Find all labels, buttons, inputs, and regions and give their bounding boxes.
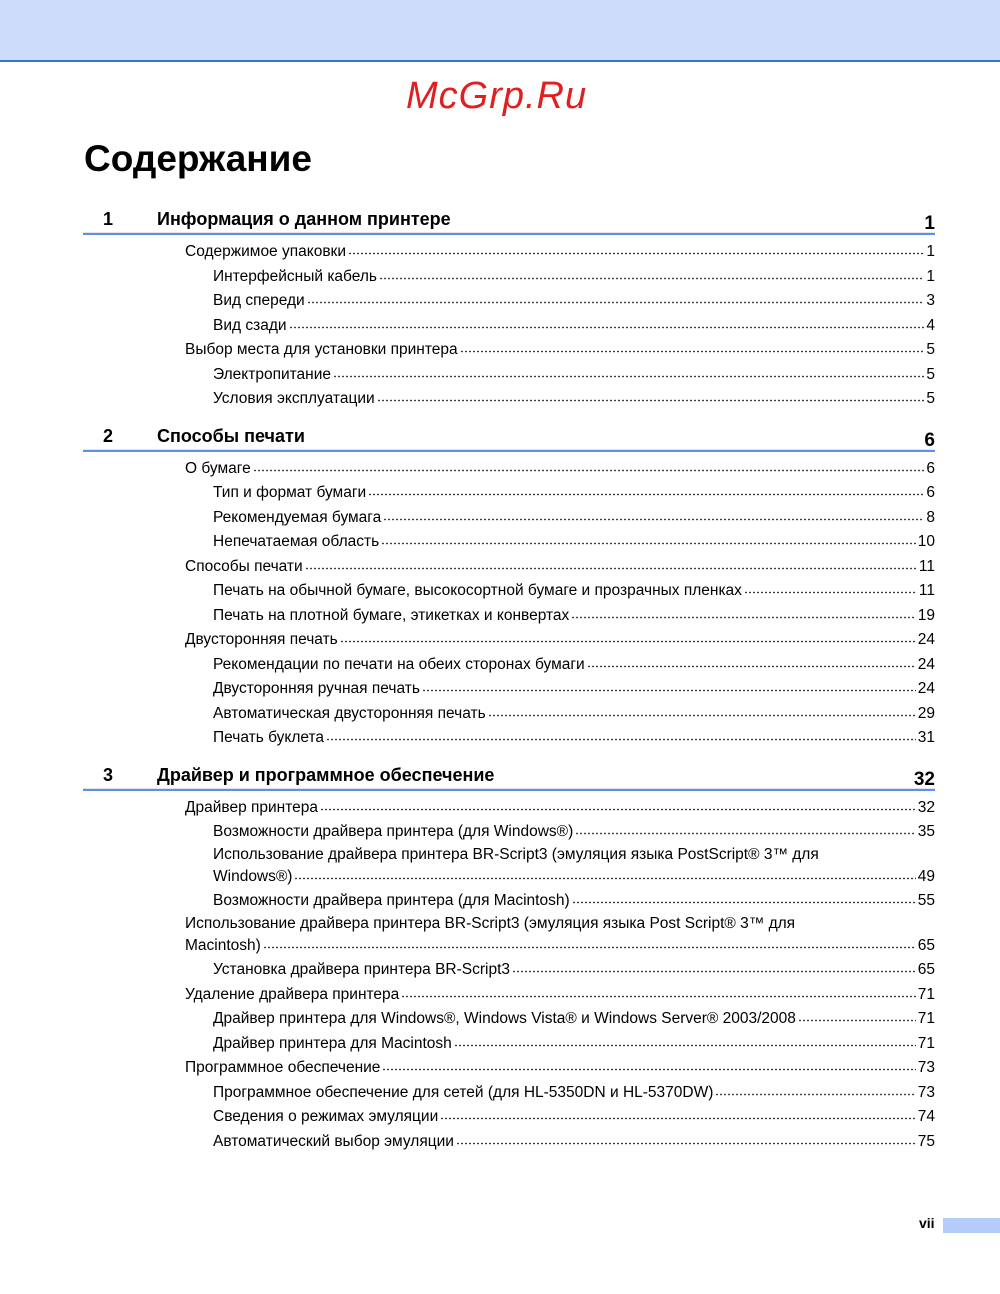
toc-entry[interactable] — [83, 506, 935, 531]
dot-leader — [368, 493, 924, 496]
toc-entry[interactable] — [83, 820, 935, 845]
toc-entry-row — [213, 289, 935, 314]
chapter-title[interactable]: Информация о данном принтере — [157, 209, 451, 229]
toc-entry-page: 24 — [917, 680, 935, 697]
toc-entry-page: 32 — [917, 798, 935, 816]
toc-entry-page: 73 — [917, 1059, 935, 1076]
toc-entry[interactable] — [83, 914, 935, 959]
toc-entry-row — [185, 457, 935, 482]
toc-entry-text: Вид сзади — [213, 316, 287, 334]
toc-entry[interactable] — [83, 314, 935, 339]
toc-entry-page: 24 — [917, 655, 935, 673]
toc-entry-text: Двусторонняя печать — [185, 631, 338, 648]
toc-entry-row — [185, 628, 935, 653]
toc-entry-text: Macintosh) — [185, 936, 261, 954]
toc-entry-row — [213, 530, 935, 555]
toc-entry-text: Печать на плотной бумаге, этикетках и конвертах — [213, 606, 570, 624]
toc-entry-text: Установка драйвера принтера BR-Script3 — [213, 961, 510, 978]
toc-entry-text: Тип и формат бумаги — [213, 484, 367, 501]
toc-entry-row — [213, 314, 935, 339]
toc-entry-row — [213, 889, 935, 914]
toc-entry-row — [213, 865, 935, 890]
chapter-number: 1 — [103, 209, 114, 229]
toc-entry-row — [213, 1130, 935, 1155]
toc-entry-row — [213, 363, 935, 388]
toc-entry-text-first-line: Использование драйвера принтера BR-Script3 (эмуляция языка Post Script® 3™ для — [185, 914, 796, 932]
dot-leader — [305, 567, 917, 570]
toc-entry-text: Содержимое упаковки — [185, 243, 347, 260]
toc-entry-page: 24 — [917, 631, 935, 648]
chapter-section — [83, 422, 935, 751]
dot-leader — [263, 946, 916, 949]
toc-entry-page: 8 — [926, 508, 935, 526]
chapter-title[interactable]: Способы печати — [157, 425, 305, 446]
toc-entry-page: 29 — [917, 704, 935, 722]
header-band — [0, 0, 1000, 62]
toc-entry-text: Вид спереди — [213, 292, 305, 309]
toc-entry[interactable] — [83, 677, 935, 702]
toc-entry-row — [213, 653, 935, 678]
dot-leader — [326, 738, 916, 741]
toc-entry-page: 5 — [926, 341, 935, 358]
page-title: Содержание — [84, 138, 312, 179]
chapter-heading[interactable] — [83, 761, 935, 791]
chapter-heading[interactable] — [83, 205, 935, 235]
dot-leader — [333, 375, 924, 378]
toc-entry-row — [185, 934, 935, 959]
toc-entry-text: Интерфейсный кабель — [213, 267, 377, 285]
toc-entry[interactable] — [83, 702, 935, 727]
toc-entry-row — [213, 1032, 935, 1057]
chapter-heading[interactable] — [83, 422, 935, 452]
toc-entry-page: 5 — [926, 390, 935, 407]
toc-entry-page: 6 — [926, 484, 935, 501]
toc-entry[interactable] — [83, 726, 935, 751]
dot-leader — [383, 518, 924, 521]
watermark: McGrp.Ru — [406, 75, 588, 117]
dot-leader — [488, 714, 916, 717]
toc-entry[interactable] — [83, 958, 935, 983]
toc-entry-row — [213, 579, 935, 604]
toc-entry-page: 3 — [926, 292, 935, 309]
toc-entry-text: Драйвер принтера — [185, 798, 319, 816]
toc-entry-row — [213, 1105, 935, 1130]
toc-entry[interactable] — [83, 889, 935, 914]
toc-entry-row — [213, 820, 935, 845]
toc-entry-page: 73 — [917, 1083, 935, 1101]
dot-leader — [340, 640, 916, 643]
dot-leader — [575, 832, 915, 835]
toc-entry-text: Условия эксплуатации — [213, 390, 375, 407]
toc-entry-row — [213, 726, 935, 751]
chapter-section — [83, 205, 935, 412]
toc-entry[interactable] — [83, 289, 935, 314]
toc-entry-row — [213, 387, 935, 412]
toc-entry-text: О бумаге — [185, 459, 251, 477]
toc-entry[interactable] — [83, 1105, 935, 1130]
toc-entry[interactable] — [83, 265, 935, 290]
dot-leader — [401, 995, 915, 998]
toc-entry[interactable] — [83, 845, 935, 890]
footer-band — [943, 1218, 1000, 1233]
dot-leader — [377, 399, 925, 402]
toc-entry-row — [213, 265, 935, 290]
toc-entry-page: 4 — [926, 316, 935, 334]
toc-entry-text: Автоматический выбор эмуляции — [213, 1132, 454, 1150]
toc-entry-row — [213, 506, 935, 531]
dot-leader — [454, 1044, 916, 1047]
toc-entry-row — [185, 240, 935, 265]
toc-entry[interactable] — [83, 1007, 935, 1032]
toc-entry[interactable] — [83, 1032, 935, 1057]
toc-entry[interactable] — [83, 457, 935, 482]
toc-entry-page: 35 — [917, 823, 935, 840]
toc-entry[interactable] — [83, 796, 935, 821]
dot-leader — [460, 350, 925, 353]
toc-entry-text: Непечатаемая область — [213, 533, 380, 550]
toc-entry-row — [213, 958, 935, 983]
dot-leader — [744, 591, 917, 594]
toc-entry-text-first-line: Использование драйвера принтера BR-Script3 (эмуляция языка PostScript® 3™ для — [213, 845, 819, 863]
dot-leader — [379, 277, 924, 280]
toc-entry-text: Способы печати — [185, 557, 303, 575]
toc-entry-page: 55 — [917, 892, 935, 909]
toc-entry-row — [185, 983, 935, 1008]
dot-leader — [571, 616, 915, 619]
toc-entry[interactable] — [83, 240, 935, 265]
toc-entry-text: Сведения о режимах эмуляции — [213, 1108, 439, 1125]
toc-entry-text: Электропитание — [213, 365, 332, 383]
toc-entry-text: Windows®) — [213, 867, 293, 885]
dot-leader — [572, 901, 916, 904]
toc-entry[interactable] — [83, 555, 935, 580]
toc-entry-text: Выбор места для установки принтера — [185, 341, 458, 358]
toc-entry-row — [185, 796, 935, 821]
toc-entry-page: 11 — [918, 557, 935, 575]
toc-entry-text: Возможности драйвера принтера (для Windows®) — [213, 823, 574, 840]
toc-entry[interactable] — [83, 653, 935, 678]
dot-leader — [253, 469, 925, 472]
dot-leader — [307, 301, 925, 304]
dot-leader — [294, 877, 915, 880]
dot-leader — [348, 252, 924, 255]
toc-entry[interactable] — [83, 338, 935, 363]
toc-entry-page: 1 — [926, 243, 935, 260]
toc-entry[interactable] — [83, 983, 935, 1008]
toc-entry-text: Программное обеспечение — [185, 1059, 381, 1076]
toc-entry-page: 1 — [926, 267, 935, 285]
toc-entry-text: Печать буклета — [213, 729, 325, 746]
dot-leader — [289, 326, 925, 329]
toc-entry[interactable] — [83, 604, 935, 629]
toc-entry-page: 31 — [917, 729, 935, 746]
toc-entry-text: Рекомендации по печати на обеих сторонах бумаги — [213, 655, 585, 673]
toc-entry[interactable] — [83, 363, 935, 388]
toc-entry-page: 10 — [917, 533, 935, 550]
chapter-page: 1 — [924, 213, 935, 234]
toc-entry-page: 6 — [926, 459, 935, 477]
toc-entry-page: 74 — [917, 1108, 935, 1125]
toc-entry-page: 5 — [926, 365, 935, 383]
toc-entry[interactable] — [83, 628, 935, 653]
toc-entry-text: Печать на обычной бумаге, высокосортной бумаге и прозрачных пленках — [213, 582, 742, 599]
chapter-section — [83, 761, 935, 1155]
toc-entry-text: Двусторонняя ручная печать — [213, 680, 420, 697]
page-number: vii — [919, 1215, 935, 1231]
toc-entry-page: 65 — [917, 961, 935, 978]
toc-entry-text: Рекомендуемая бумага — [213, 508, 382, 526]
toc-entry[interactable] — [83, 1056, 935, 1081]
toc-entry-text: Удаление драйвера принтера — [185, 985, 400, 1003]
toc-entry[interactable] — [83, 1081, 935, 1106]
toc-entry-text: Программное обеспечение для сетей (для HL-5350DN и HL-5370DW) — [213, 1083, 714, 1101]
dot-leader — [798, 1019, 916, 1022]
toc-entry-page: 19 — [917, 606, 935, 624]
dot-leader — [440, 1117, 916, 1120]
chapter-number: 2 — [103, 425, 114, 446]
table-of-contents — [83, 205, 935, 1164]
toc-entry-page: 65 — [917, 936, 935, 954]
toc-entry-row — [213, 677, 935, 702]
toc-entry-row — [213, 1081, 935, 1106]
dot-leader — [381, 542, 916, 545]
dot-leader — [587, 665, 916, 668]
dot-leader — [715, 1093, 915, 1096]
toc-entry-row — [185, 555, 935, 580]
toc-entry-row — [213, 604, 935, 629]
toc-entry-row — [185, 1056, 935, 1081]
dot-leader — [456, 1142, 916, 1145]
toc-entry-page: 71 — [917, 985, 935, 1003]
chapter-title[interactable]: Драйвер и программное обеспечение — [157, 764, 495, 785]
toc-entry[interactable] — [83, 530, 935, 555]
toc-entry-text: Возможности драйвера принтера (для Macintosh) — [213, 892, 570, 909]
chapter-page: 6 — [924, 429, 935, 451]
toc-entry-row — [213, 1007, 935, 1032]
toc-entry[interactable] — [83, 481, 935, 506]
chapter-number: 3 — [103, 764, 114, 785]
toc-entry-row — [185, 338, 935, 363]
toc-entry-page: 71 — [917, 1034, 935, 1052]
toc-entry-page: 49 — [917, 867, 935, 885]
toc-entry-page: 75 — [917, 1132, 935, 1150]
toc-entry[interactable] — [83, 387, 935, 412]
dot-leader — [382, 1068, 915, 1071]
toc-entry-text: Автоматическая двусторонняя печать — [213, 704, 486, 722]
chapter-page: 32 — [913, 768, 935, 790]
toc-entry-text: Драйвер принтера для Windows®, Windows Vista® и Windows Server® 2003/2008 — [213, 1010, 796, 1027]
toc-entry[interactable] — [83, 579, 935, 604]
toc-entry-row — [213, 702, 935, 727]
toc-entry-row — [213, 481, 935, 506]
dot-leader — [320, 808, 916, 811]
dot-leader — [422, 689, 916, 692]
toc-entry-text: Драйвер принтера для Macintosh — [213, 1034, 452, 1052]
toc-entry-page: 71 — [917, 1010, 935, 1027]
toc-entry[interactable] — [83, 1130, 935, 1155]
toc-entry-page: 11 — [918, 582, 935, 599]
dot-leader — [512, 970, 916, 973]
